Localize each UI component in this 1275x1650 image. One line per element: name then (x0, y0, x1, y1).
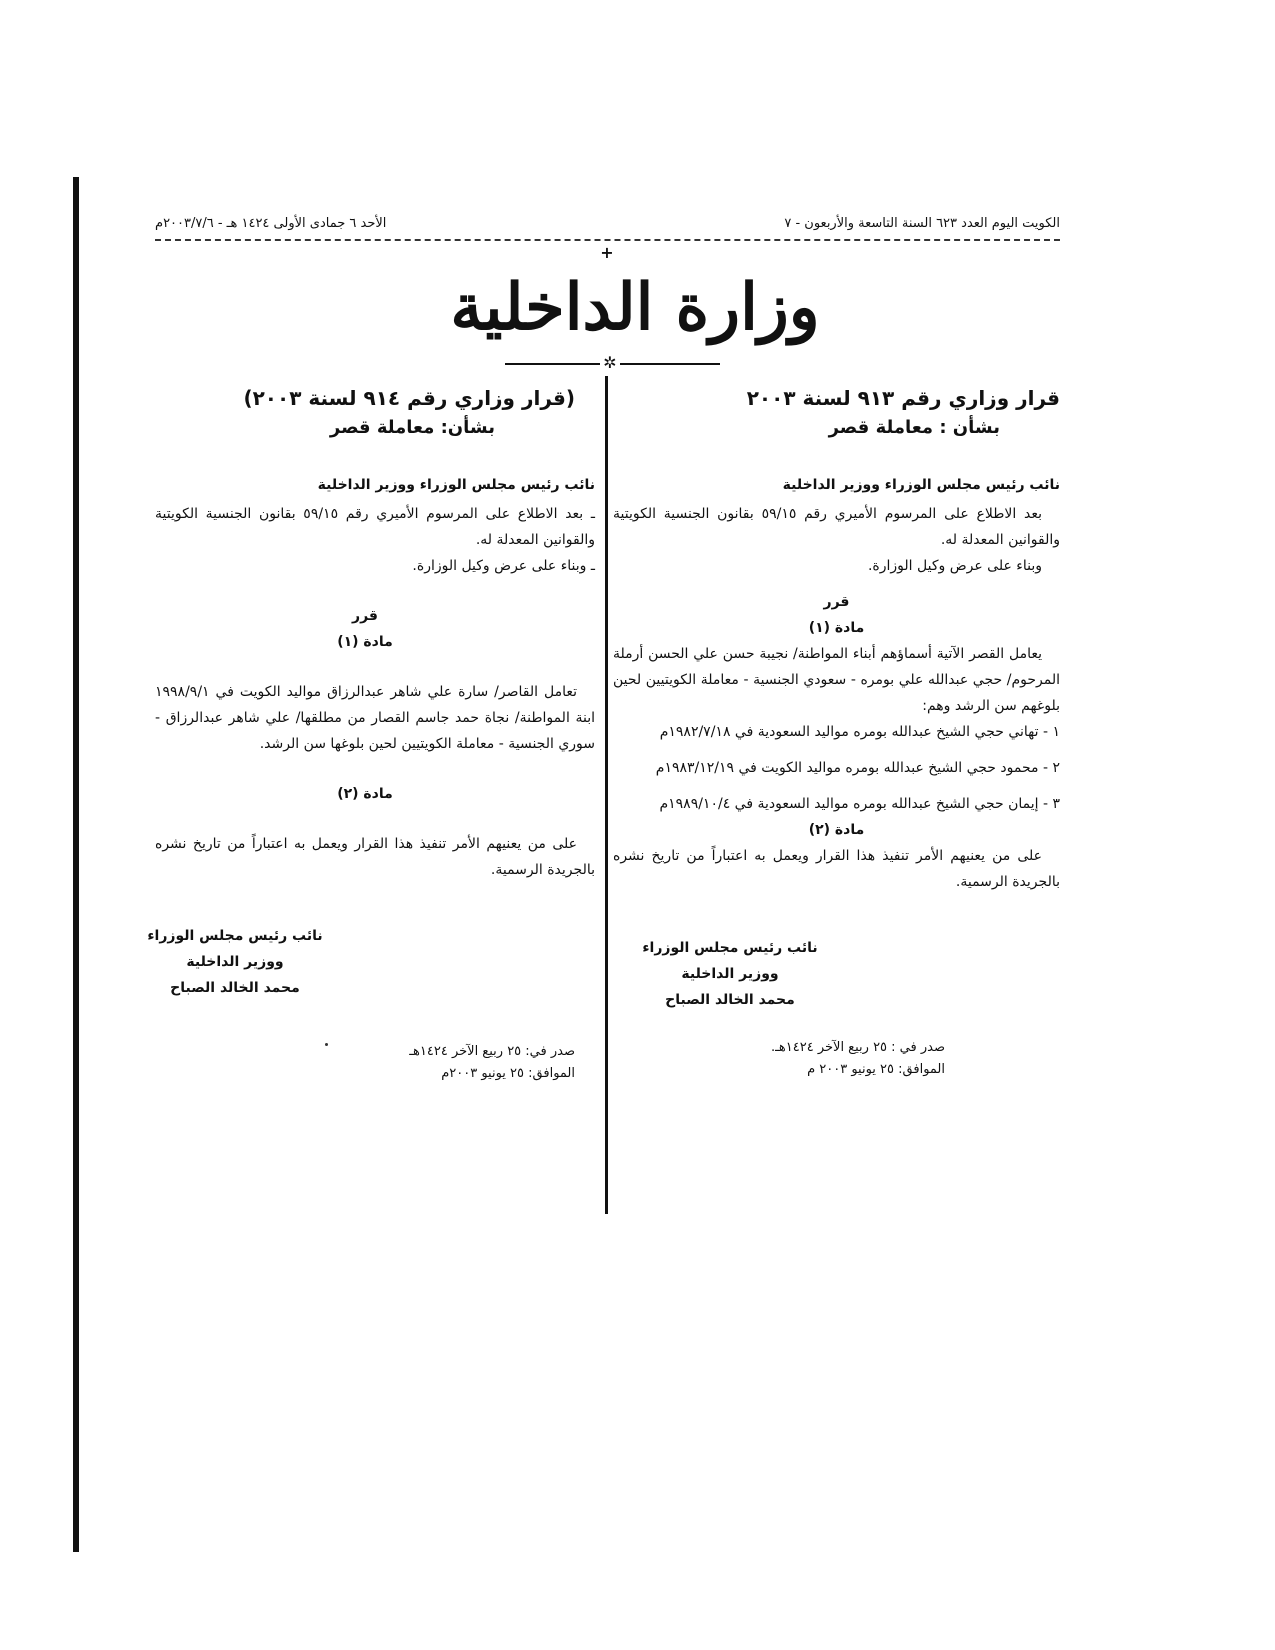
decree-913-column (613, 383, 1060, 1081)
decree-914-issued-on: صدر في: ٢٥ ربيع الآخر ١٤٢٤هـ (409, 1044, 575, 1059)
title-underline-right (620, 363, 720, 365)
gazette-issue-info: الكويت اليوم العدد ٦٢٣ السنة التاسعة والأربعون - ٧ (784, 216, 1060, 231)
decree-914-preamble-1: ـ بعد الاطلاع على المرسوم الأميري رقم ٥٩/١٥ بقانون الجنسية الكويتية والقوانين المعدلة له. (155, 506, 595, 548)
ornament-icon: ✲ (603, 353, 617, 372)
decree-913-signature-name: محمد الخالد الصباح (665, 992, 795, 1008)
decree-913-preamble-2: وبناء على عرض وكيل الوزارة. (867, 558, 1042, 574)
decree-913-title: قرار وزاري رقم ٩١٣ لسنة ٢٠٠٣ (746, 386, 1060, 410)
cross-mark-icon: + (600, 243, 614, 262)
decree-913-child-1: ١ - تهاني حجي الشيخ عبدالله بومره مواليد السعودية في ١٩٨٢/٧/١٨م (659, 724, 1060, 740)
decree-914-column (147, 383, 595, 1085)
decree-913-article-2-label: مادة (٢) (808, 822, 865, 838)
decree-913-signature-minister: ووزير الداخلية (681, 966, 779, 982)
decree-914-article-2-label: مادة (٢) (337, 786, 393, 802)
column-divider (605, 376, 608, 1214)
decree-913-article-1-label: مادة (١) (808, 620, 865, 636)
decree-913-child-3: ٣ - إيمان حجي الشيخ عبدالله بومره مواليد السعودية في ١٩٨٩/١٠/٤م (659, 796, 1060, 812)
decree-914-article-1-label: مادة (١) (337, 634, 393, 650)
decree-913-resolved: قرر (823, 594, 850, 610)
decree-914-resolved: قرر (352, 608, 378, 624)
decree-914-subject: بشأن: معاملة قصر (329, 417, 495, 438)
decree-914-preamble-2: ـ وبناء على عرض وكيل الوزارة. (412, 558, 595, 574)
gazette-date: الأحد ٦ جمادى الأولى ١٤٢٤ هـ - ٢٠٠٣/٧/٦م (155, 216, 387, 231)
decree-914-article-2-block (305, 781, 425, 807)
scan-edge-bar (73, 177, 79, 1552)
decree-913-subject: بشأن : معاملة قصر (828, 417, 1000, 438)
decree-913-corresponding: الموافق: ٢٥ يونيو ٢٠٠٣ م (807, 1062, 945, 1077)
title-underline-left (505, 363, 600, 365)
decree-914-signature-name: محمد الخالد الصباح (170, 980, 300, 996)
decree-914-signature-minister: ووزير الداخلية (186, 954, 284, 970)
decree-914-authority: نائب رئيس مجلس الوزراء ووزير الداخلية (317, 477, 595, 493)
decree-914-signature-title: نائب رئيس مجلس الوزراء (147, 928, 323, 944)
decree-914-article-1-text: تعامل القاصر/ سارة علي شاهر عبدالرزاق مواليد الكويت في ١٩٩٨/٩/١ ابنة المواطنة/ نجاة حمد جاسم القصار من مطلقها/ علي شاهر عبدالرزاق - سوري الجنسية - معاملة الكويتيين لحين بلوغها سن الرشد. (155, 684, 595, 752)
decree-914-signature-block (125, 923, 345, 1001)
gazette-header (155, 213, 1060, 235)
decree-914-resolved-block (305, 603, 425, 655)
decree-913-issued-on: صدر في : ٢٥ ربيع الآخر ١٤٢٤هـ. (770, 1040, 945, 1055)
decree-914-article-2-text: على من يعنيهم الأمر تنفيذ هذا القرار ويعمل به اعتباراً من تاريخ نشره بالجريدة الرسمية. (155, 836, 595, 878)
decree-913-preamble-1: بعد الاطلاع على المرسوم الأميري رقم ٥٩/١٥ بقانون الجنسية الكويتية والقوانين المعدلة له. (613, 506, 1060, 548)
decree-914-title: (قرار وزاري رقم ٩١٤ لسنة ٢٠٠٣) (243, 386, 575, 410)
decree-914-corresponding: الموافق: ٢٥ يونيو ٢٠٠٣م (441, 1066, 575, 1081)
decree-913-authority: نائب رئيس مجلس الوزراء ووزير الداخلية (782, 477, 1060, 493)
scan-speck (325, 1043, 328, 1046)
decree-913-child-2: ٢ - محمود حجي الشيخ عبدالله بومره مواليد الكويت في ١٩٨٣/١٢/١٩م (655, 760, 1060, 776)
decree-914-issue-dates (155, 1041, 575, 1085)
decree-913-article-2-text: على من يعنيهم الأمر تنفيذ هذا القرار ويعمل به اعتباراً من تاريخ نشره بالجريدة الرسمية. (613, 848, 1060, 890)
decree-913-signature-block (620, 935, 840, 1013)
decree-913-issue-dates (613, 1037, 945, 1081)
decree-913-signature-title: نائب رئيس مجلس الوزراء (642, 940, 818, 956)
header-divider (155, 239, 1060, 241)
decree-913-article-1-text: يعامل القصر الآتية أسماؤهم أبناء المواطنة/ نجيبة حسن علي الحسن أرملة المرحوم/ حجي عبدالله علي بومره - سعودي الجنسية - معاملة الكويتيين لحين بلوغهم سن الرشد وهم: (613, 646, 1060, 714)
ministry-title: وزارة الداخلية (450, 270, 820, 345)
